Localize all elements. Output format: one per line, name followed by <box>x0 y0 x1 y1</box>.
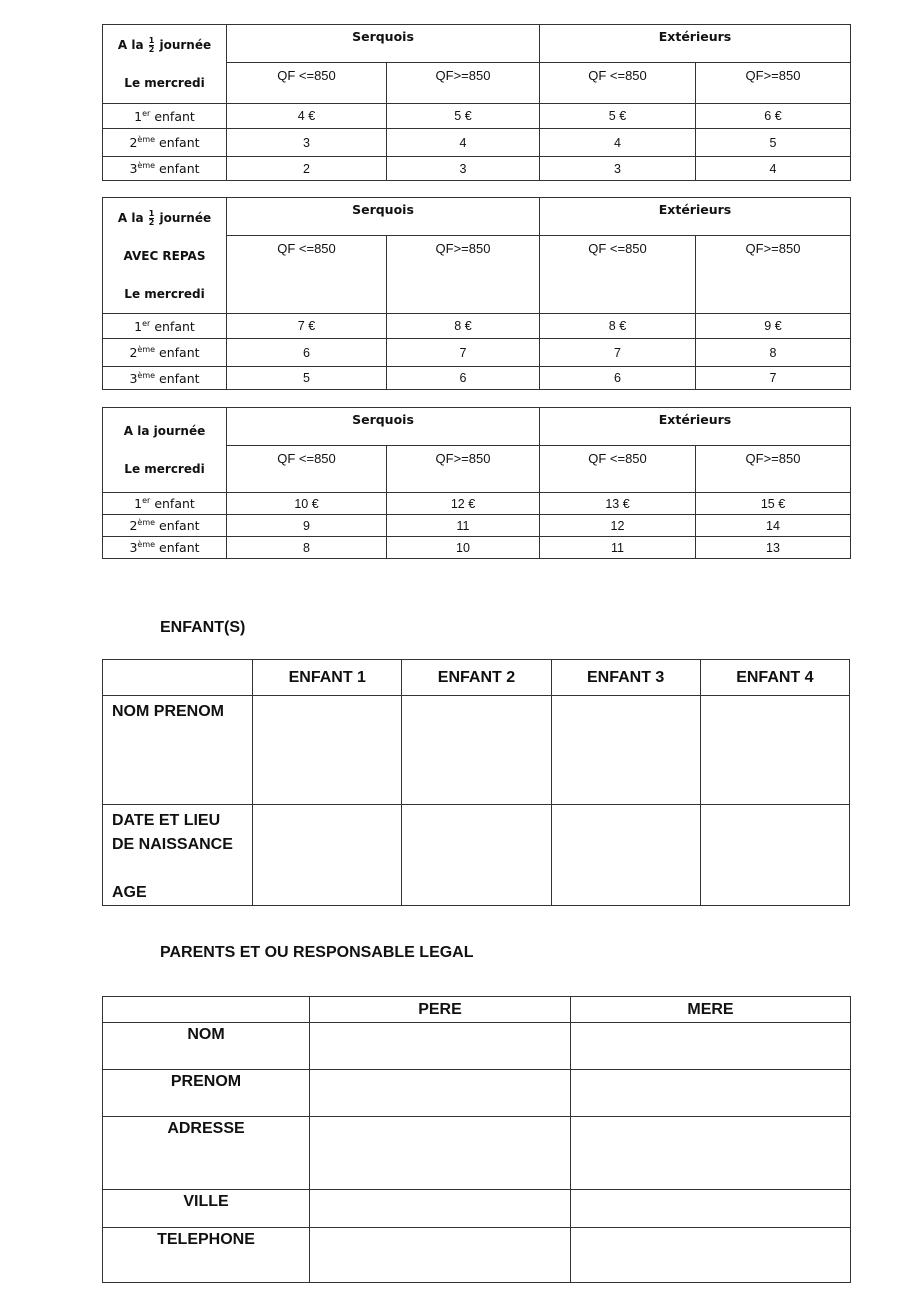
tariff-table-half-day-with-meal <box>102 197 851 390</box>
empty-corner-cell <box>103 997 310 1023</box>
table-row <box>103 1117 851 1190</box>
price-cell: 11 <box>387 515 540 537</box>
qf-header: QF <=850 <box>227 446 387 493</box>
table-row <box>103 157 851 181</box>
table-row <box>103 1228 851 1283</box>
children-table <box>102 659 850 906</box>
row-label-adresse: ADRESSE <box>103 1117 310 1190</box>
table-row <box>103 1070 851 1117</box>
price-cell: 12 <box>540 515 696 537</box>
rank-label: 2ème enfant <box>103 129 227 157</box>
price-cell: 13 <box>696 537 851 559</box>
row-label-ville: VILLE <box>103 1190 310 1228</box>
father-prenom-field[interactable] <box>310 1070 571 1117</box>
price-cell: 5 <box>696 129 851 157</box>
tariff-label-line: A la journée <box>123 424 206 438</box>
price-cell: 13 € <box>540 493 696 515</box>
one-half-fraction: $\frac{1}{2}$ <box>148 36 155 54</box>
qf-header: QF>=850 <box>696 63 851 104</box>
price-cell: 7 <box>387 339 540 367</box>
price-cell: 4 <box>387 129 540 157</box>
price-cell: 15 € <box>696 493 851 515</box>
tariff-label-cell <box>103 408 227 493</box>
empty-corner-cell <box>103 660 253 696</box>
group-header-serquois: Serquois <box>227 25 540 63</box>
price-cell: 3 <box>387 157 540 181</box>
price-cell: 6 € <box>696 104 851 129</box>
child-1-name-field[interactable] <box>253 696 402 805</box>
group-header-exterieurs: Extérieurs <box>540 408 851 446</box>
mother-prenom-field[interactable] <box>571 1070 851 1117</box>
tariff-table-half-day <box>102 24 851 181</box>
father-ville-field[interactable] <box>310 1190 571 1228</box>
qf-header: QF>=850 <box>696 236 851 314</box>
price-cell: 3 <box>540 157 696 181</box>
rank-label: 3ème enfant <box>103 157 227 181</box>
mother-nom-field[interactable] <box>571 1023 851 1070</box>
column-header-child-4: ENFANT 4 <box>700 660 849 696</box>
price-cell: 6 <box>387 367 540 390</box>
child-2-name-field[interactable] <box>402 696 551 805</box>
price-cell: 10 <box>387 537 540 559</box>
row-label-prenom: PRENOM <box>103 1070 310 1117</box>
price-cell: 12 € <box>387 493 540 515</box>
qf-header: QF>=850 <box>696 446 851 493</box>
rank-label: 1er enfant <box>103 104 227 129</box>
mother-adresse-field[interactable] <box>571 1117 851 1190</box>
price-cell: 7 <box>540 339 696 367</box>
column-header-child-1: ENFANT 1 <box>253 660 402 696</box>
rank-label: 1er enfant <box>103 314 227 339</box>
table-row <box>103 515 851 537</box>
row-label-telephone: TELEPHONE <box>103 1228 310 1283</box>
rank-label: 2ème enfant <box>103 339 227 367</box>
qf-header: QF <=850 <box>227 236 387 314</box>
qf-header: QF>=850 <box>387 236 540 314</box>
mother-telephone-field[interactable] <box>571 1228 851 1283</box>
price-cell: 8 <box>696 339 851 367</box>
price-cell: 3 <box>227 129 387 157</box>
children-section-title: ENFANT(S) <box>160 619 246 636</box>
table-row <box>103 314 851 339</box>
price-cell: 8 € <box>540 314 696 339</box>
table-row <box>103 104 851 129</box>
table-row <box>103 1023 851 1070</box>
price-cell: 4 <box>540 129 696 157</box>
group-header-exterieurs: Extérieurs <box>540 25 851 63</box>
table-row <box>103 696 850 805</box>
price-cell: 5 € <box>387 104 540 129</box>
price-cell: 7 € <box>227 314 387 339</box>
father-nom-field[interactable] <box>310 1023 571 1070</box>
price-cell: 4 <box>696 157 851 181</box>
qf-header: QF <=850 <box>540 63 696 104</box>
tariff-label-line: Le mercredi <box>124 286 205 301</box>
price-cell: 8 € <box>387 314 540 339</box>
table-row <box>103 805 850 906</box>
qf-header: QF>=850 <box>387 446 540 493</box>
qf-header: QF <=850 <box>227 63 387 104</box>
price-cell: 10 € <box>227 493 387 515</box>
price-cell: 2 <box>227 157 387 181</box>
row-label-nom: NOM <box>103 1023 310 1070</box>
column-header-child-2: ENFANT 2 <box>402 660 551 696</box>
tariff-label-line: AVEC REPAS <box>123 248 206 263</box>
price-cell: 14 <box>696 515 851 537</box>
price-cell: 4 € <box>227 104 387 129</box>
table-row <box>103 129 851 157</box>
price-cell: 7 <box>696 367 851 390</box>
qf-header: QF <=850 <box>540 236 696 314</box>
rank-label: 2ème enfant <box>103 515 227 537</box>
child-1-birth-field[interactable] <box>253 805 402 906</box>
column-header-father: PERE <box>310 997 571 1023</box>
group-header-serquois: Serquois <box>227 198 540 236</box>
rank-label: 1er enfant <box>103 493 227 515</box>
price-cell: 5 <box>227 367 387 390</box>
price-cell: 11 <box>540 537 696 559</box>
price-cell: 9 € <box>696 314 851 339</box>
table-row <box>103 1190 851 1228</box>
price-cell: 8 <box>227 537 387 559</box>
qf-header: QF <=850 <box>540 446 696 493</box>
price-cell: 5 € <box>540 104 696 129</box>
column-header-mother: MERE <box>571 997 851 1023</box>
child-4-birth-field[interactable] <box>700 805 849 906</box>
tariff-table-full-day <box>102 407 851 559</box>
father-telephone-field[interactable] <box>310 1228 571 1283</box>
child-4-name-field[interactable] <box>700 696 849 805</box>
parents-section-title: PARENTS ET OU RESPONSABLE LEGAL <box>160 944 474 961</box>
qf-header: QF>=850 <box>387 63 540 104</box>
father-adresse-field[interactable] <box>310 1117 571 1190</box>
tariff-label-line: A la $\frac{1}{2}$ journée <box>117 208 212 227</box>
table-row <box>103 493 851 515</box>
tariff-label-line: Le mercredi <box>124 462 205 476</box>
row-label-birth-age: DATE ET LIEU DE NAISSANCE AGE <box>103 805 253 906</box>
tariff-label-cell <box>103 198 227 314</box>
child-3-name-field[interactable] <box>551 696 700 805</box>
group-header-exterieurs: Extérieurs <box>540 198 851 236</box>
tariff-label-line: Le mercredi <box>124 76 205 90</box>
tariff-label-cell <box>103 25 227 104</box>
row-label-name: NOM PRENOM <box>103 696 253 805</box>
group-header-serquois: Serquois <box>227 408 540 446</box>
one-half-fraction: $\frac{1}{2}$ <box>148 208 155 227</box>
table-row <box>103 537 851 559</box>
rank-label: 3ème enfant <box>103 537 227 559</box>
table-row <box>103 339 851 367</box>
price-cell: 6 <box>540 367 696 390</box>
mother-ville-field[interactable] <box>571 1190 851 1228</box>
price-cell: 9 <box>227 515 387 537</box>
child-2-birth-field[interactable] <box>402 805 551 906</box>
column-header-child-3: ENFANT 3 <box>551 660 700 696</box>
tariff-label-line: A la $\frac{1}{2}$ journée <box>117 36 212 54</box>
rank-label: 3ème enfant <box>103 367 227 390</box>
parents-table <box>102 996 851 1283</box>
price-cell: 6 <box>227 339 387 367</box>
table-row <box>103 367 851 390</box>
child-3-birth-field[interactable] <box>551 805 700 906</box>
